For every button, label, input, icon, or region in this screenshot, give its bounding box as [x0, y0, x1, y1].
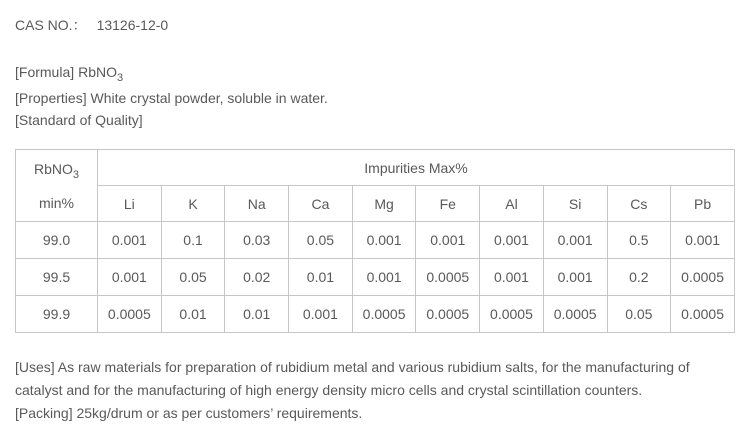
- quality-standard-table: [15, 149, 735, 333]
- table-row: [16, 222, 735, 259]
- column-header-al: Al: [480, 186, 544, 222]
- value-cell: 0.0005: [352, 296, 416, 333]
- value-cell: 0.001: [352, 259, 416, 296]
- column-header-pb: Pb: [671, 186, 735, 222]
- value-cell: 0.001: [289, 296, 353, 333]
- table-row: [16, 296, 735, 333]
- column-header-si: Si: [543, 186, 607, 222]
- value-cell: 0.001: [416, 222, 480, 259]
- column-header-mg: Mg: [352, 186, 416, 222]
- value-cell: 0.1: [161, 222, 225, 259]
- purity-cell: 99.9: [16, 296, 98, 333]
- column-header-cs: Cs: [607, 186, 671, 222]
- formula-subscript: 3: [117, 71, 124, 84]
- column-header-k: K: [161, 186, 225, 222]
- value-cell: 0.05: [289, 222, 353, 259]
- value-cell: 0.0005: [480, 296, 544, 333]
- value-cell: 0.001: [98, 259, 162, 296]
- value-cell: 0.0005: [671, 296, 735, 333]
- corner-header-cell: [16, 150, 98, 222]
- packing-line: [Packing] 25kg/drum or as per customers’ requirements.: [15, 405, 363, 421]
- value-cell: 0.5: [607, 222, 671, 259]
- value-cell: 0.01: [289, 259, 353, 296]
- cas-line: [15, 15, 735, 35]
- value-cell: 0.01: [161, 296, 225, 333]
- value-cell: 0.001: [98, 222, 162, 259]
- value-cell: 0.03: [225, 222, 289, 259]
- value-cell: 0.001: [480, 222, 544, 259]
- table-header-row-elements: [16, 186, 735, 222]
- value-cell: 0.02: [225, 259, 289, 296]
- value-cell: 0.0005: [543, 296, 607, 333]
- corner-header-formula: RbNO$_3$: [33, 160, 80, 181]
- uses-line: [Uses] As raw materials for preparation of rubidium metal and various rubidium salts, for the manufacturing of catalyst and for the manufacturing of high energy density micro cells and crystal scintillation counters.: [15, 359, 690, 398]
- formula-line: [15, 61, 735, 83]
- value-cell: 0.001: [480, 259, 544, 296]
- value-cell: 0.001: [543, 222, 607, 259]
- value-cell: 0.2: [607, 259, 671, 296]
- cas-label: CAS NO.：: [15, 17, 87, 33]
- properties-line: [Properties] White crystal powder, soluble in water.: [15, 90, 328, 106]
- value-cell: 0.05: [607, 296, 671, 333]
- value-cell: 0.05: [161, 259, 225, 296]
- formula-label: [Formula]: [15, 64, 75, 80]
- table-row: [16, 259, 735, 296]
- column-header-fe: Fe: [416, 186, 480, 222]
- value-cell: 0.0005: [98, 296, 162, 333]
- standard-of-quality-line: [Standard of Quality]: [15, 112, 143, 128]
- value-cell: 0.001: [671, 222, 735, 259]
- cas-value: 13126-12-0: [96, 17, 169, 33]
- value-cell: 0.0005: [416, 259, 480, 296]
- value-cell: 0.0005: [671, 259, 735, 296]
- value-cell: 0.01: [225, 296, 289, 333]
- purity-cell: 99.5: [16, 259, 98, 296]
- value-cell: 0.0005: [416, 296, 480, 333]
- footer-block: [15, 356, 727, 425]
- column-header-ca: Ca: [289, 186, 353, 222]
- table-header-row-impurities: [16, 150, 735, 186]
- impurities-header-cell: Impurities Max%: [98, 150, 735, 186]
- corner-header-min-percent: min%: [38, 194, 74, 211]
- column-header-na: Na: [225, 186, 289, 222]
- value-cell: 0.001: [352, 222, 416, 259]
- corner-formula-subscript: 3: [72, 168, 80, 181]
- column-header-li: Li: [98, 186, 162, 222]
- formula-value: RbNO$_3$: [78, 64, 124, 84]
- value-cell: 0.001: [543, 259, 607, 296]
- purity-cell: 99.0: [16, 222, 98, 259]
